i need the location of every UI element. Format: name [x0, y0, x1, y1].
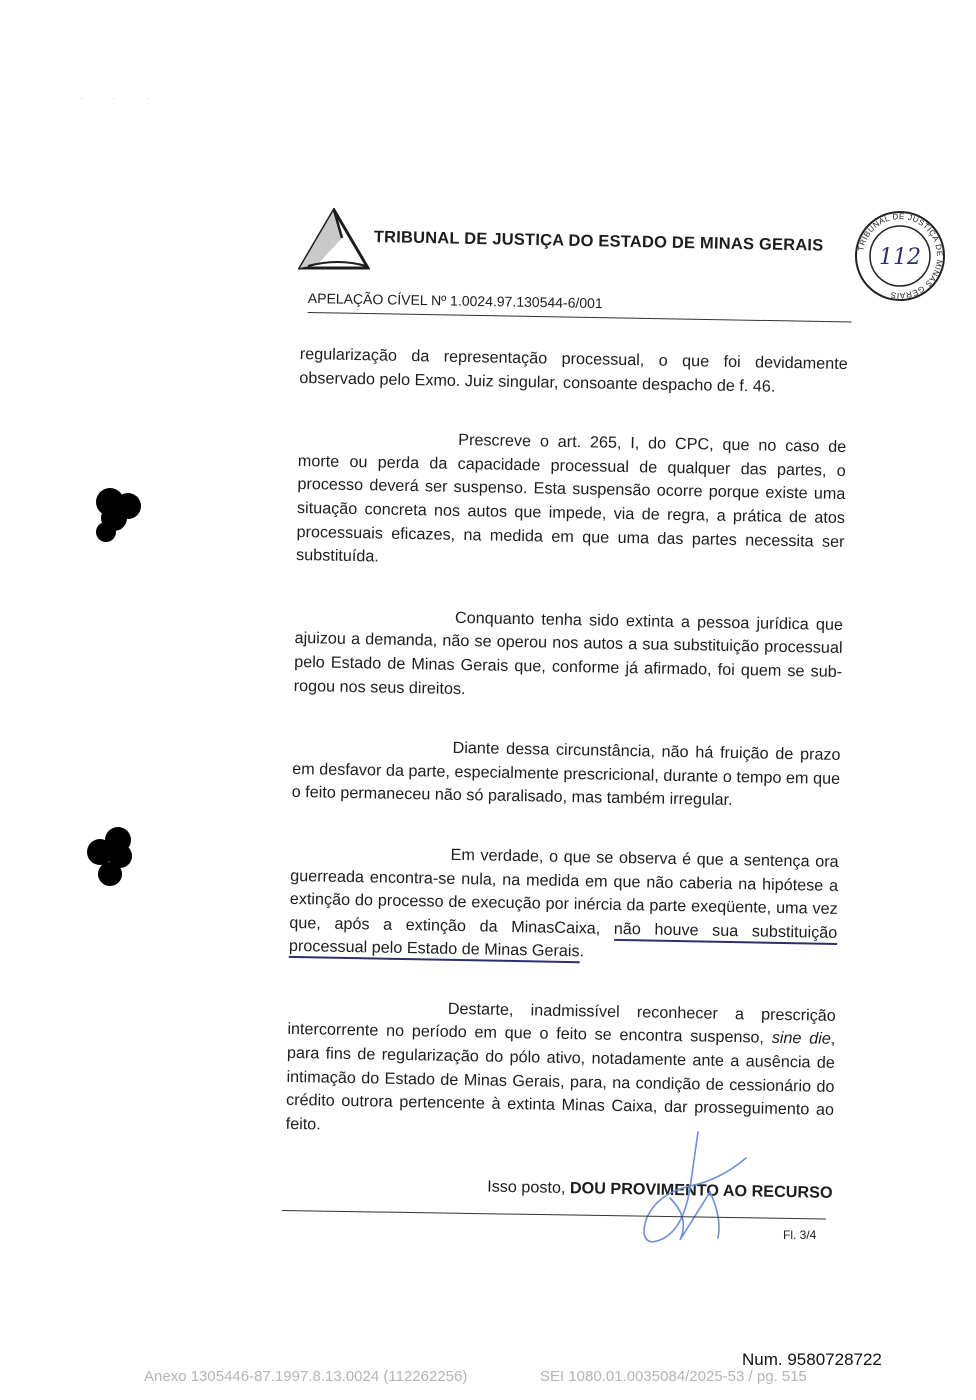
conclusion-prefix: Isso posto,: [486, 1178, 571, 1198]
folio-number: Fl. 3/4: [783, 1228, 817, 1242]
svg-text:112: 112: [879, 245, 921, 270]
paragraph-5: [289, 841, 839, 969]
svg-text:TRIBUNAL DE JUSTIÇA DE MINAS G: TRIBUNAL DE JUSTIÇA DE MINAS GERAIS: [856, 211, 945, 301]
paragraph-5-end: .: [579, 942, 585, 961]
court-title: TRIBUNAL DE JUSTIÇA DO ESTADO DE MINAS GERAIS: [373, 228, 824, 255]
paragraph-6-text: Destarte, inadmissível reconhecer a prescrição intercorrente no período em que o feito se encontra suspenso,: [287, 999, 836, 1048]
paragraph-4: Diante dessa circunstância, não há fruição de prazo em desfavor da parte, especialmente prescricional, durante o tempo em que o feito permaneceu não só paralisado, mas também irregular.: [291, 738, 841, 810]
handwritten-signature: [630, 1128, 760, 1248]
court-seal-stamp: [852, 208, 948, 304]
sei-watermark: SEI 1080.01.0035084/2025-53 / pg. 515: [540, 1368, 807, 1385]
handwritten-underline-text: não houve sua substituição processual pelo Estado de Minas Gerais: [289, 920, 838, 964]
header-rule: [308, 312, 852, 322]
paragraph-2: Prescreve o art. 265, I, do CPC, que no caso de morte ou perda da capacidade processual de qualquer das partes, o processo deverá ser suspenso. Esta suspensão ocorre porque existe uma situação concreta nos autos que impede, via de regra, a prática de atos processuais eficazes, na medida em que uma das partes necessita ser substituída.: [295, 431, 847, 566]
paragraph-6-end: , para fins de regularização do pólo ativo, notadamente ante a ausência de intimação do Estado de Minas Gerais, para, na condição de cessionário do crédito outrora pertencente à extinta Minas Caixa, dar prosseguimento ao feito.: [285, 1030, 836, 1134]
conclusion-bold: DOU PROVIMENTO AO RECURSO: [569, 1179, 833, 1203]
annex-watermark: Anexo 1305446-87.1997.8.13.0024 (112262256): [144, 1368, 468, 1385]
redaction-blot: [88, 484, 158, 554]
document-num: Num. 9580728722: [742, 1350, 882, 1369]
paragraph-3: Conquanto tenha sido extinta a pessoa jurídica que ajuizou a demanda, não se operou nos autos a sua substituição processual pelo Estado de Minas Gerais que, conforme já afirmado, foi quem se sub-rogou nos seus direitos.: [293, 608, 844, 698]
case-number: [308, 290, 603, 311]
document-body: [284, 343, 848, 1242]
scan-specks: · · ·: [80, 94, 163, 103]
redaction-blot: [80, 824, 150, 894]
paragraph-6-italic: sine die: [771, 1029, 832, 1049]
court-logo-icon: [298, 208, 370, 272]
paragraph-1: regularização da representação processual, o que foi devidamente observado pelo Exmo. Juiz singular, consoante despacho de f. 46.: [299, 344, 848, 396]
paragraph-6: [285, 995, 836, 1147]
paragraph-5-text: Em verdade, o que se observa é que a sentença ora guerreada encontra-se nula, na medida em que não caberia na hipótese a extinção do processo de execução por inércia da parte exeqüente, uma vez que, após a extinção da MinasCaixa,: [289, 845, 839, 938]
case-number-text: APELAÇÃO CÍVEL Nº 1.0024.97.130544-6/001: [307, 290, 603, 312]
